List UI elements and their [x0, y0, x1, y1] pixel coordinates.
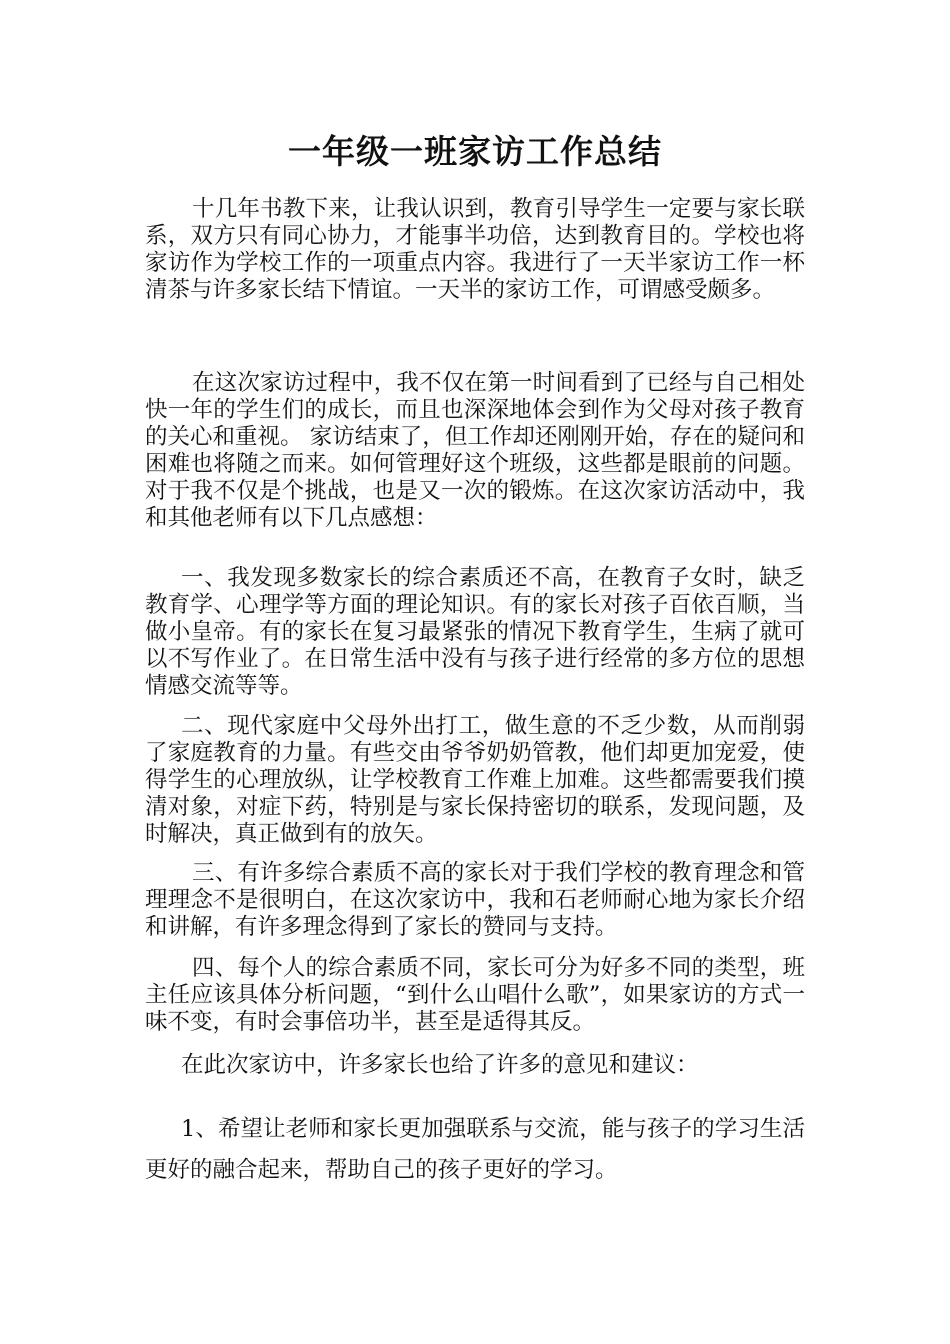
paragraph-point-four: 四、每个人的综合素质不同，家长可分为好多不同的类型，班主任应该具体分析问题，“到什么山唱什么歌”，如果家访的方式一味不变，有时会事倍功半，甚至是适得其反。	[145, 955, 805, 1035]
paragraph-visit-process: 在这次家访过程中，我不仅在第一时间看到了已经与自己相处快一年的学生们的成长，而且也深深地体会到作为父母对孩子教育的关心和重视。 家访结束了，但工作却还刚刚开始，存在的疑问和困难也将随之而来。如何管理好这个班级，这些都是眼前的问题。对于我不仅是个挑战，也是又一次的锻炼。在这次家访活动中，我和其他老师有以下几点感想：	[145, 370, 805, 531]
paragraph-point-three: 三、有许多综合素质不高的家长对于我们学校的教育理念和管理理念不是很明白，在这次家访中，我和石老师耐心地为家长介绍和讲解，有许多理念得到了家长的赞同与支持。	[145, 860, 805, 940]
paragraph-point-two: 二、现代家庭中父母外出打工，做生意的不乏少数，从而削弱了家庭教育的力量。有些交由爷爷奶奶管教，他们却更加宠爱，使得学生的心理放纵，让学校教育工作难上加难。这些都需要我们摸清对象，对症下药，特别是与家长保持密切的联系，发现问题，及时解决，真正做到有的放矢。	[145, 713, 805, 847]
document-title: 一年级一班家访工作总结	[288, 132, 662, 171]
paragraph-point-one: 一、我发现多数家长的综合素质还不高，在教育子女时，缺乏教育学、心理学等方面的理论知识。有的家长对孩子百依百顺，当做小皇帝。有的家长在复习最紧张的情况下教育学生，生病了就可以不写作业了。在日常生活中没有与孩子进行经常的多方位的思想情感交流等等。	[145, 565, 805, 699]
paragraph-suggestion-one: 1、希望让老师和家长更加强联系与交流，能与孩子的学习生活更好的融合起来，帮助自己的孩子更好的学习。	[145, 1116, 805, 1183]
paragraph-intro: 十几年书教下来，让我认识到，教育引导学生一定要与家长联系，双方只有同心协力，才能事半功倍，达到教育目的。学校也将家访作为学校工作的一项重点内容。我进行了一天半家访工作一杯清茶与许多家长结下情谊。一天半的家访工作，可谓感受颇多。	[145, 196, 805, 303]
paragraph-suggestions-intro: 在此次家访中，许多家长也给了许多的意见和建议：	[181, 1052, 699, 1078]
